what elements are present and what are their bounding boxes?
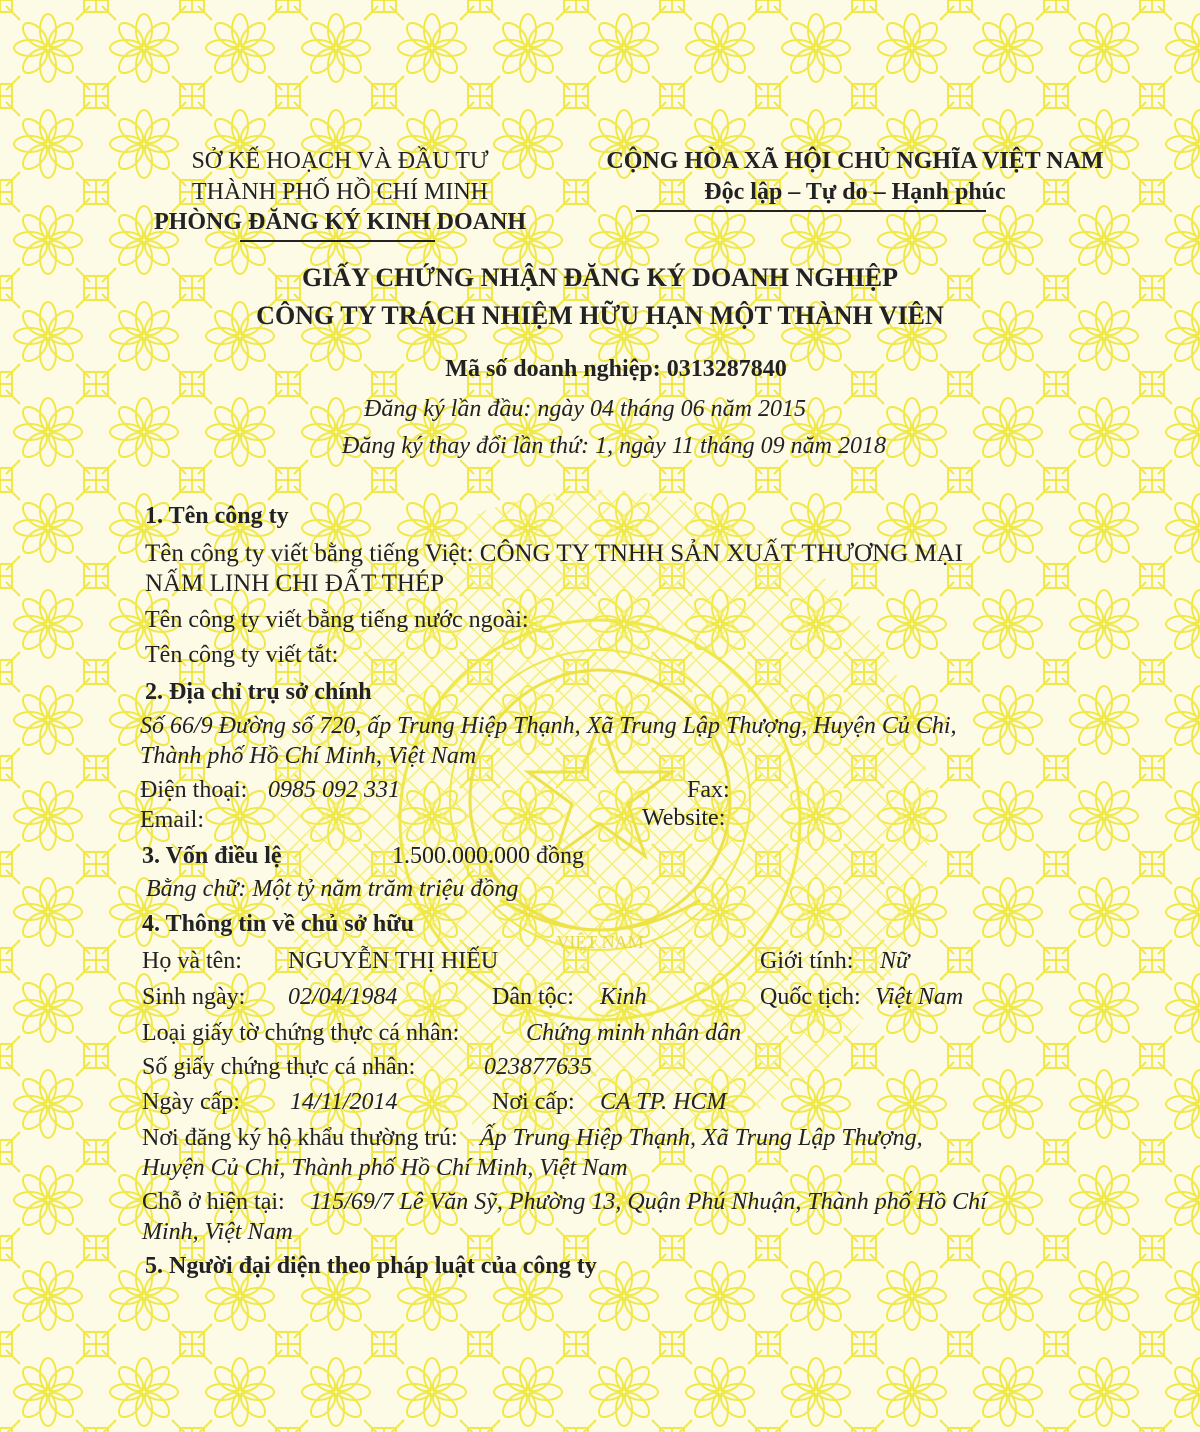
gender-value: Nữ (880, 948, 910, 974)
company-name-vietnamese-cont: NẤM LINH CHI ĐẤT THÉP (145, 570, 445, 597)
owner-name-value: NGUYỄN THỊ HIẾU (288, 948, 499, 974)
national-title: CỘNG HÒA XÃ HỘI CHỦ NGHĨA VIỆT NAM (606, 148, 1104, 174)
issue-date-label: Ngày cấp: (142, 1089, 240, 1115)
phone-label: Điện thoại: (140, 777, 248, 803)
section5-heading: 5. Người đại diện theo pháp luật của công ty (145, 1253, 597, 1279)
owner-name-label: Họ và tên: (142, 948, 242, 974)
fax-label: Fax: (687, 777, 730, 803)
nationality-label: Quốc tịch: (760, 984, 861, 1010)
id-type-label: Loại giấy tờ chứng thực cá nhân: (142, 1020, 460, 1046)
city-name: THÀNH PHỐ HỒ CHÍ MINH (192, 179, 488, 205)
company-name-vietnamese: Tên công ty viết bằng tiếng Việt: CÔNG TY TNHH SẢN XUẤT THƯƠNG MẠI (145, 540, 964, 567)
certificate-title: GIẤY CHỨNG NHẬN ĐĂNG KÝ DOANH NGHIỆP (301, 263, 899, 292)
issue-place-label: Nơi cấp: (492, 1089, 575, 1115)
email-label: Email: (140, 807, 204, 833)
current-residence-value-cont: Minh, Việt Nam (142, 1219, 293, 1245)
nationality-value: Việt Nam (875, 984, 964, 1010)
charter-capital-in-words: Bằng chữ: Một tỷ năm trăm triệu đồng (146, 876, 519, 902)
website-label: Website: (642, 805, 726, 831)
left-header-underline (240, 240, 435, 242)
permanent-residence-value-cont: Huyện Củ Chi, Thành phố Hồ Chí Minh, Việt Nam (142, 1155, 628, 1181)
national-motto: Độc lập – Tự do – Hạnh phúc (704, 179, 1006, 205)
change-registration-date: Đăng ký thay đổi lần thứ: 1, ngày 11 tháng 09 năm 2018 (342, 433, 886, 459)
phone-value: 0985 092 331 (268, 777, 400, 803)
issue-date-value: 14/11/2014 (290, 1089, 398, 1115)
department-name: SỞ KẾ HOẠCH VÀ ĐẦU TƯ (191, 148, 489, 174)
emblem-text: VIỆT NAM (556, 932, 644, 952)
head-office-address: Số 66/9 Đường số 720, ấp Trung Hiệp Thạnh, Xã Trung Lập Thượng, Huyện Củ Chi, (140, 713, 957, 739)
dob-label: Sinh ngày: (142, 984, 246, 1010)
id-number-label: Số giấy chứng thực cá nhân: (142, 1054, 416, 1080)
first-registration-date: Đăng ký lần đầu: ngày 04 tháng 06 năm 2015 (364, 396, 806, 422)
permanent-residence-label: Nơi đăng ký hộ khẩu thường trú: (142, 1125, 458, 1151)
current-residence-label: Chỗ ở hiện tại: (142, 1189, 285, 1215)
id-number-value: 023877635 (484, 1054, 592, 1080)
company-type-title: CÔNG TY TRÁCH NHIỆM HỮU HẠN MỘT THÀNH VIÊN (256, 301, 944, 330)
office-name: PHÒNG ĐĂNG KÝ KINH DOANH (154, 209, 526, 235)
section2-heading: 2. Địa chỉ trụ sở chính (145, 679, 372, 705)
ethnicity-label: Dân tộc: (492, 984, 574, 1010)
company-name-short: Tên công ty viết tắt: (145, 642, 339, 668)
charter-capital-amount: 1.500.000.000 đồng (392, 843, 584, 869)
section4-heading: 4. Thông tin về chủ sở hữu (142, 911, 415, 937)
issue-place-value: CA TP. HCM (600, 1089, 727, 1115)
head-office-address-cont: Thành phố Hồ Chí Minh, Việt Nam (140, 743, 477, 769)
gender-label: Giới tính: (760, 948, 854, 974)
id-type-value: Chứng minh nhân dân (526, 1020, 742, 1046)
dob-value: 02/04/1984 (288, 984, 398, 1010)
motto-underline (636, 210, 986, 212)
current-residence-value: 115/69/7 Lê Văn Sỹ, Phường 13, Quận Phú Nhuận, Thành phố Hồ Chí (310, 1189, 987, 1215)
ethnicity-value: Kinh (600, 984, 647, 1010)
section3-heading: 3. Vốn điều lệ (142, 843, 282, 869)
enterprise-code: Mã số doanh nghiệp: 0313287840 (445, 356, 787, 382)
permanent-residence-value: Ấp Trung Hiệp Thạnh, Xã Trung Lập Thượng, (480, 1125, 923, 1151)
section1-heading: 1. Tên công ty (145, 503, 289, 529)
company-name-foreign: Tên công ty viết bằng tiếng nước ngoài: (145, 607, 529, 633)
